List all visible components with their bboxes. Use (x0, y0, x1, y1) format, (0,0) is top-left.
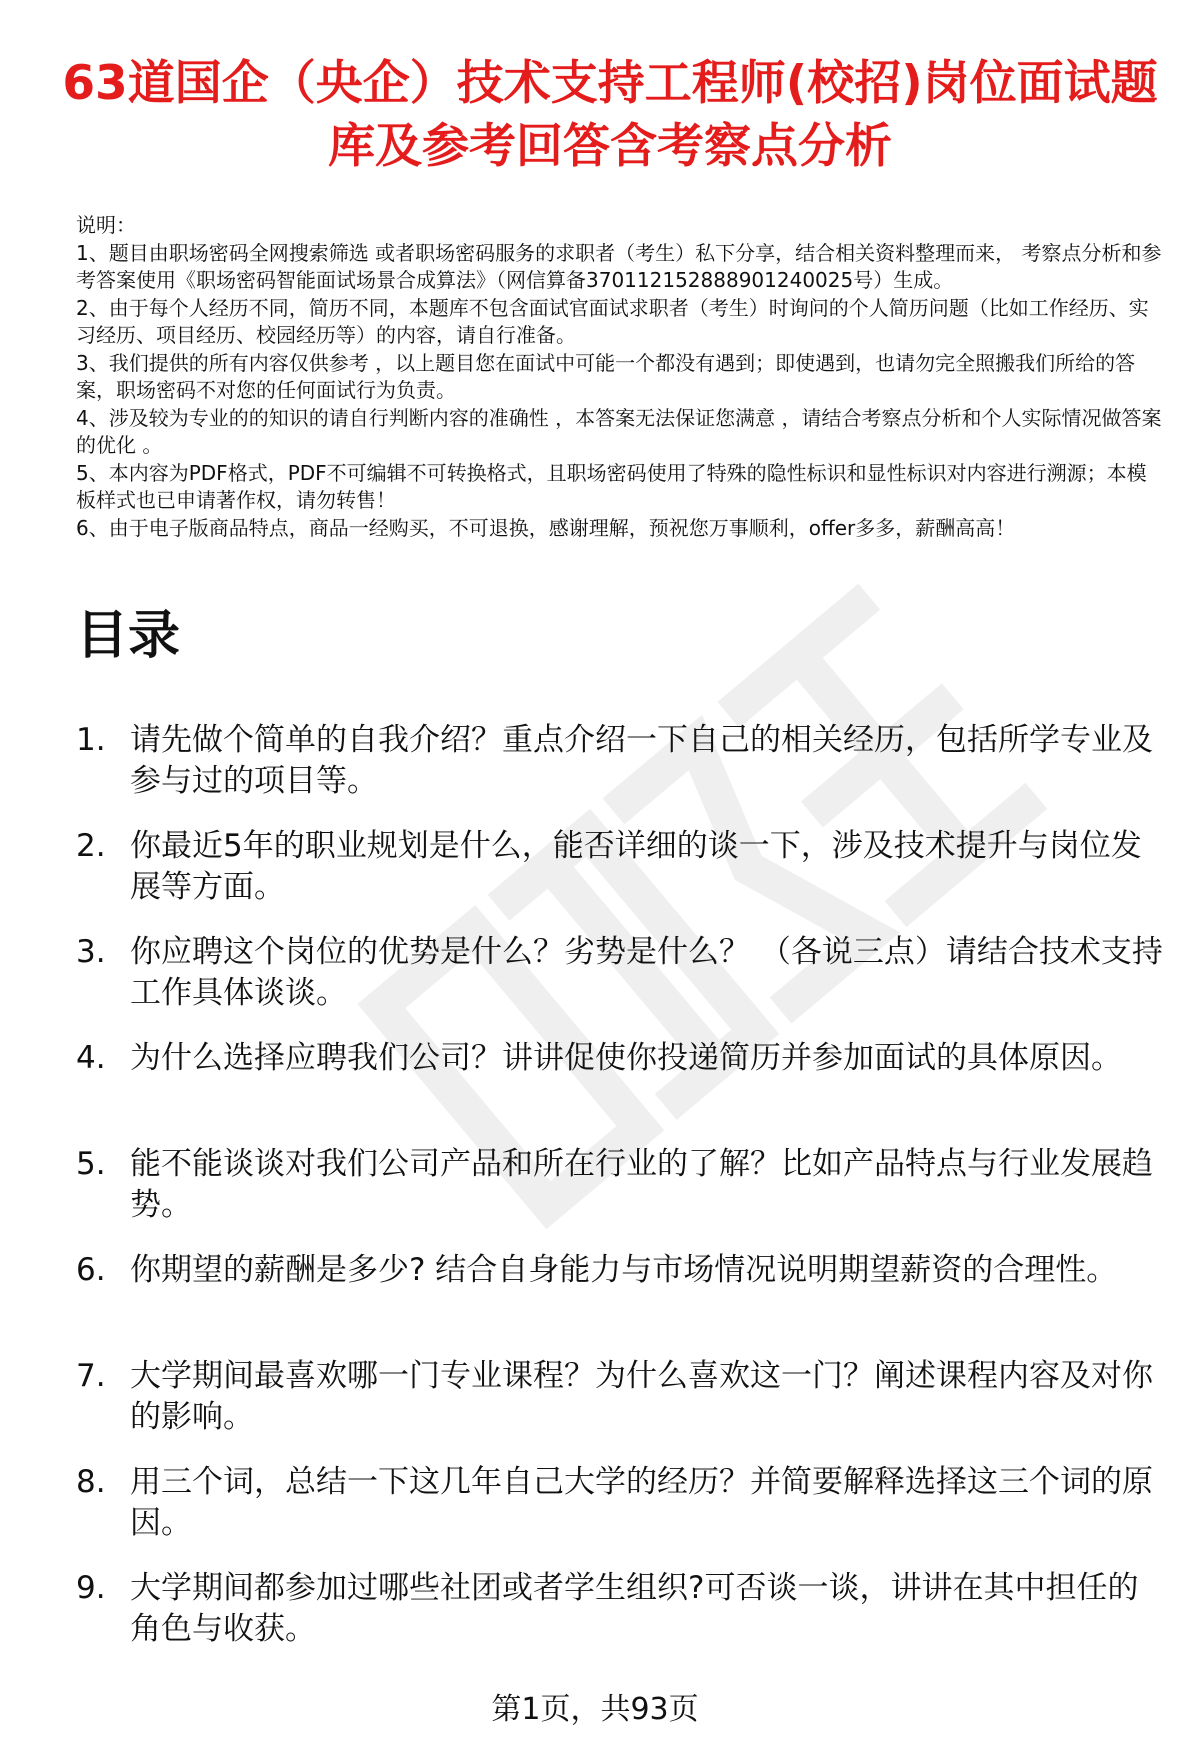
toc-item-number: 8. (76, 1464, 106, 1500)
toc-item[interactable] (76, 1568, 1166, 1674)
toc-item-text: 为什么选择应聘我们公司？讲讲促使你投递简历并参加面试的具体原因。 (130, 1040, 1122, 1076)
note-item: 4、涉及较为专业的的知识的请自行判断内容的准确性 ，本答案无法保证您满意 ，请结合考察点分析和个人实际情况做答案的优化 。 (76, 405, 1162, 457)
toc-item-text: 大学期间最喜欢哪一门专业课程？为什么喜欢这一门？阐述课程内容及对你的影响。 (130, 1358, 1153, 1435)
toc-item[interactable] (76, 1250, 1166, 1356)
toc-item-text: 你应聘这个岗位的优势是什么？劣势是什么？ （各说三点）请结合技术支持工作具体谈谈。 (130, 934, 1163, 1011)
toc-item-text: 你期望的薪酬是多少? 结合自身能力与市场情况说明期望薪资的合理性。 (130, 1252, 1118, 1288)
note-item: 6、由于电子版商品特点，商品一经购买，不可退换，感谢理解，预祝您万事顺利，offer多多，薪酬高高！ (76, 515, 1016, 540)
toc-item-text: 能不能谈谈对我们公司产品和所在行业的了解？比如产品特点与行业发展趋势。 (130, 1146, 1153, 1223)
toc-item-number: 3. (76, 934, 106, 970)
toc-item-number: 6. (76, 1252, 106, 1288)
notes-section (76, 212, 1166, 542)
toc-item[interactable] (76, 1356, 1166, 1462)
page-footer: 第1页，共93页 (491, 1692, 699, 1727)
toc-item[interactable] (76, 1144, 1166, 1250)
toc-item-number: 5. (76, 1146, 106, 1182)
toc-item-number: 4. (76, 1040, 106, 1076)
note-item: 5、本内容为PDF格式，PDF不可编辑不可转换格式，且职场密码使用了特殊的隐性标识和显性标识对内容进行溯源；本模板样式也已申请著作权，请勿转售！ (76, 460, 1147, 512)
note-item: 2、由于每个人经历不同，简历不同，本题库不包含面试官面试求职者（考生）时询问的个人简历问题（比如工作经历、实习经历、项目经历、校园经历等）的内容，请自行准备。 (76, 295, 1149, 347)
note-item: 1、题目由职场密码全网搜索筛选 或者职场密码服务的求职者（考生）私下分享，结合相关资料整理而来， 考察点分析和参考答案使用《职场密码智能面试场景合成算法》（网信算备370112152888901240025号）生成。 (76, 240, 1162, 292)
toc-item[interactable] (76, 1038, 1166, 1144)
toc-item-number: 9. (76, 1570, 106, 1606)
toc-item[interactable] (76, 1462, 1166, 1568)
toc-item[interactable] (76, 932, 1166, 1038)
toc-heading: 目录 (76, 606, 181, 666)
document-title: 63道国企（央企）技术支持工程师(校招)岗位面试题库及参考回答含考察点分析 (62, 56, 1158, 174)
toc-item-number: 2. (76, 828, 106, 864)
toc-item[interactable] (76, 826, 1166, 932)
toc-item-text: 用三个词，总结一下这几年自己大学的经历？并简要解释选择这三个词的原因。 (130, 1464, 1153, 1541)
toc-item-number: 7. (76, 1358, 106, 1394)
note-item: 3、我们提供的所有内容仅供参考 ，以上题目您在面试中可能一个都没有遇到；即使遇到，也请勿完全照搬我们所给的答案，职场密码不对您的任何面试行为负责。 (76, 350, 1136, 402)
toc-item-text: 请先做个简单的自我介绍？重点介绍一下自己的相关经历，包括所学专业及参与过的项目等。 (130, 722, 1153, 799)
toc-item-number: 1. (76, 722, 106, 758)
notes-heading: 说明： (76, 213, 136, 237)
toc-item[interactable] (76, 720, 1166, 826)
toc-item-text: 大学期间都参加过哪些社团或者学生组织?可否谈一谈，讲讲在其中担任的角色与收获。 (130, 1570, 1139, 1647)
toc-item-text: 你最近5年的职业规划是什么，能否详细的谈一下，涉及技术提升与岗位发展等方面。 (130, 828, 1142, 905)
toc-list (76, 720, 1166, 1674)
